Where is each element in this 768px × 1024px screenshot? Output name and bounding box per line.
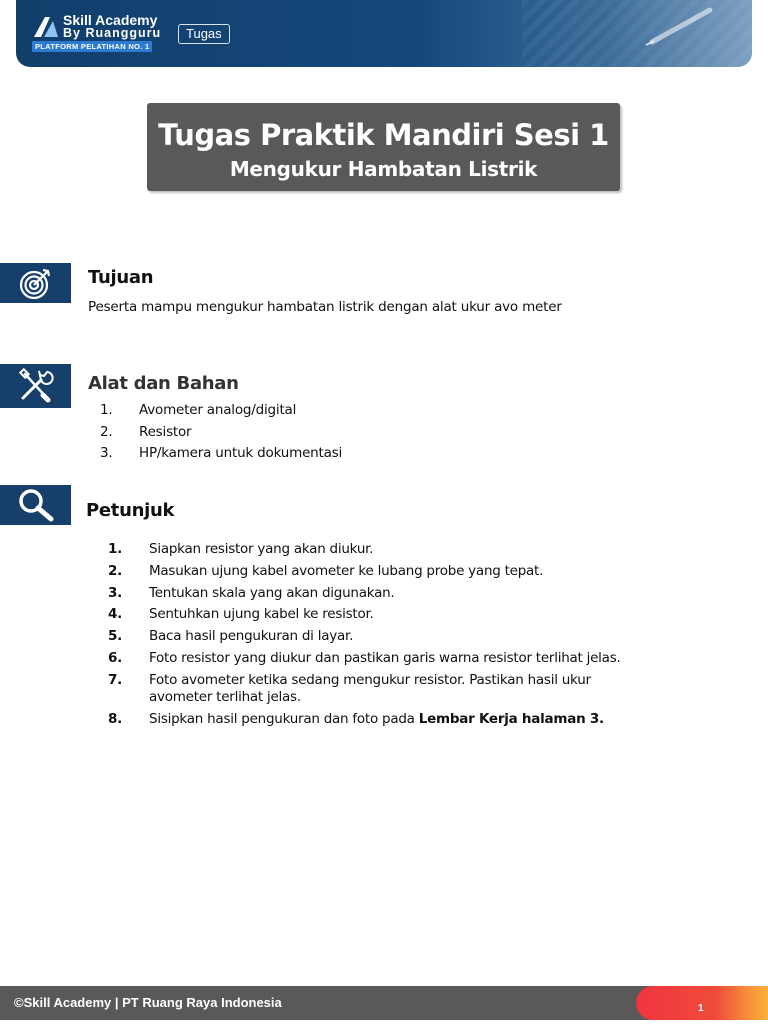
list-item: 7. Foto avometer ketika sedang mengukur resistor. Pastikan hasil ukur avometer terlihat jelas. xyxy=(108,671,591,705)
list-item: 1. Siapkan resistor yang akan diukur. xyxy=(108,541,374,557)
petunjuk-title: Petunjuk xyxy=(86,500,175,521)
list-item: 3. Tentukan skala yang akan digunakan. xyxy=(108,584,395,601)
brand-subname: By Ruangguru xyxy=(63,26,162,40)
list-item: 2. Masukan ujung kabel avometer ke lubang probe yang tepat. xyxy=(108,562,544,579)
list-item: 6. Foto resistor yang diukur dan pastikan garis warna resistor terlihat jelas. xyxy=(108,649,621,666)
list-item: 2. Resistor xyxy=(100,423,192,440)
header-banner xyxy=(16,0,752,67)
list-item: 8. Sisipkan hasil pengukuran dan foto pada Lembar Kerja halaman 3. xyxy=(108,710,604,727)
alat-icon-block xyxy=(0,364,71,408)
tujuan-title: Tujuan xyxy=(88,267,154,288)
skill-academy-logo-icon xyxy=(32,15,60,39)
brand-name: Skill Academy xyxy=(63,12,158,28)
brand-badge: PLATFORM PELATIHAN NO. 1 xyxy=(32,41,152,52)
alat-title: Alat dan Bahan xyxy=(88,373,239,394)
target-icon xyxy=(18,266,54,300)
worksheet-reference: Lembar Kerja halaman 3. xyxy=(418,710,604,727)
list-item: 4. Sentuhkan ujung kabel ke resistor. xyxy=(108,606,374,623)
tugas-tag: Tugas xyxy=(178,24,230,44)
footer-copyright: ©Skill Academy | PT Ruang Raya Indonesia xyxy=(14,995,282,1010)
page-title: Tugas Praktik Mandiri Sesi 1 xyxy=(158,118,609,152)
petunjuk-icon-block xyxy=(0,485,71,525)
tujuan-text: Peserta mampu mengukur hambatan listrik dengan alat ukur avo meter xyxy=(88,299,562,315)
pen-icon xyxy=(632,6,722,46)
tujuan-icon-block xyxy=(0,263,71,303)
title-box xyxy=(147,103,620,191)
list-item: 1. Avometer analog/digital xyxy=(100,402,297,418)
page-subtitle: Mengukur Hambatan Listrik xyxy=(229,157,538,181)
list-item: 5. Baca hasil pengukuran di layar. xyxy=(108,628,354,645)
footer-bar xyxy=(0,986,768,1020)
page-number: 1 xyxy=(698,1003,704,1014)
alat-list xyxy=(100,402,342,467)
magnifier-icon xyxy=(17,488,55,522)
petunjuk-steps xyxy=(108,541,669,732)
tools-icon xyxy=(17,368,55,404)
list-item: 3. HP/kamera untuk dokumentasi xyxy=(100,445,343,462)
